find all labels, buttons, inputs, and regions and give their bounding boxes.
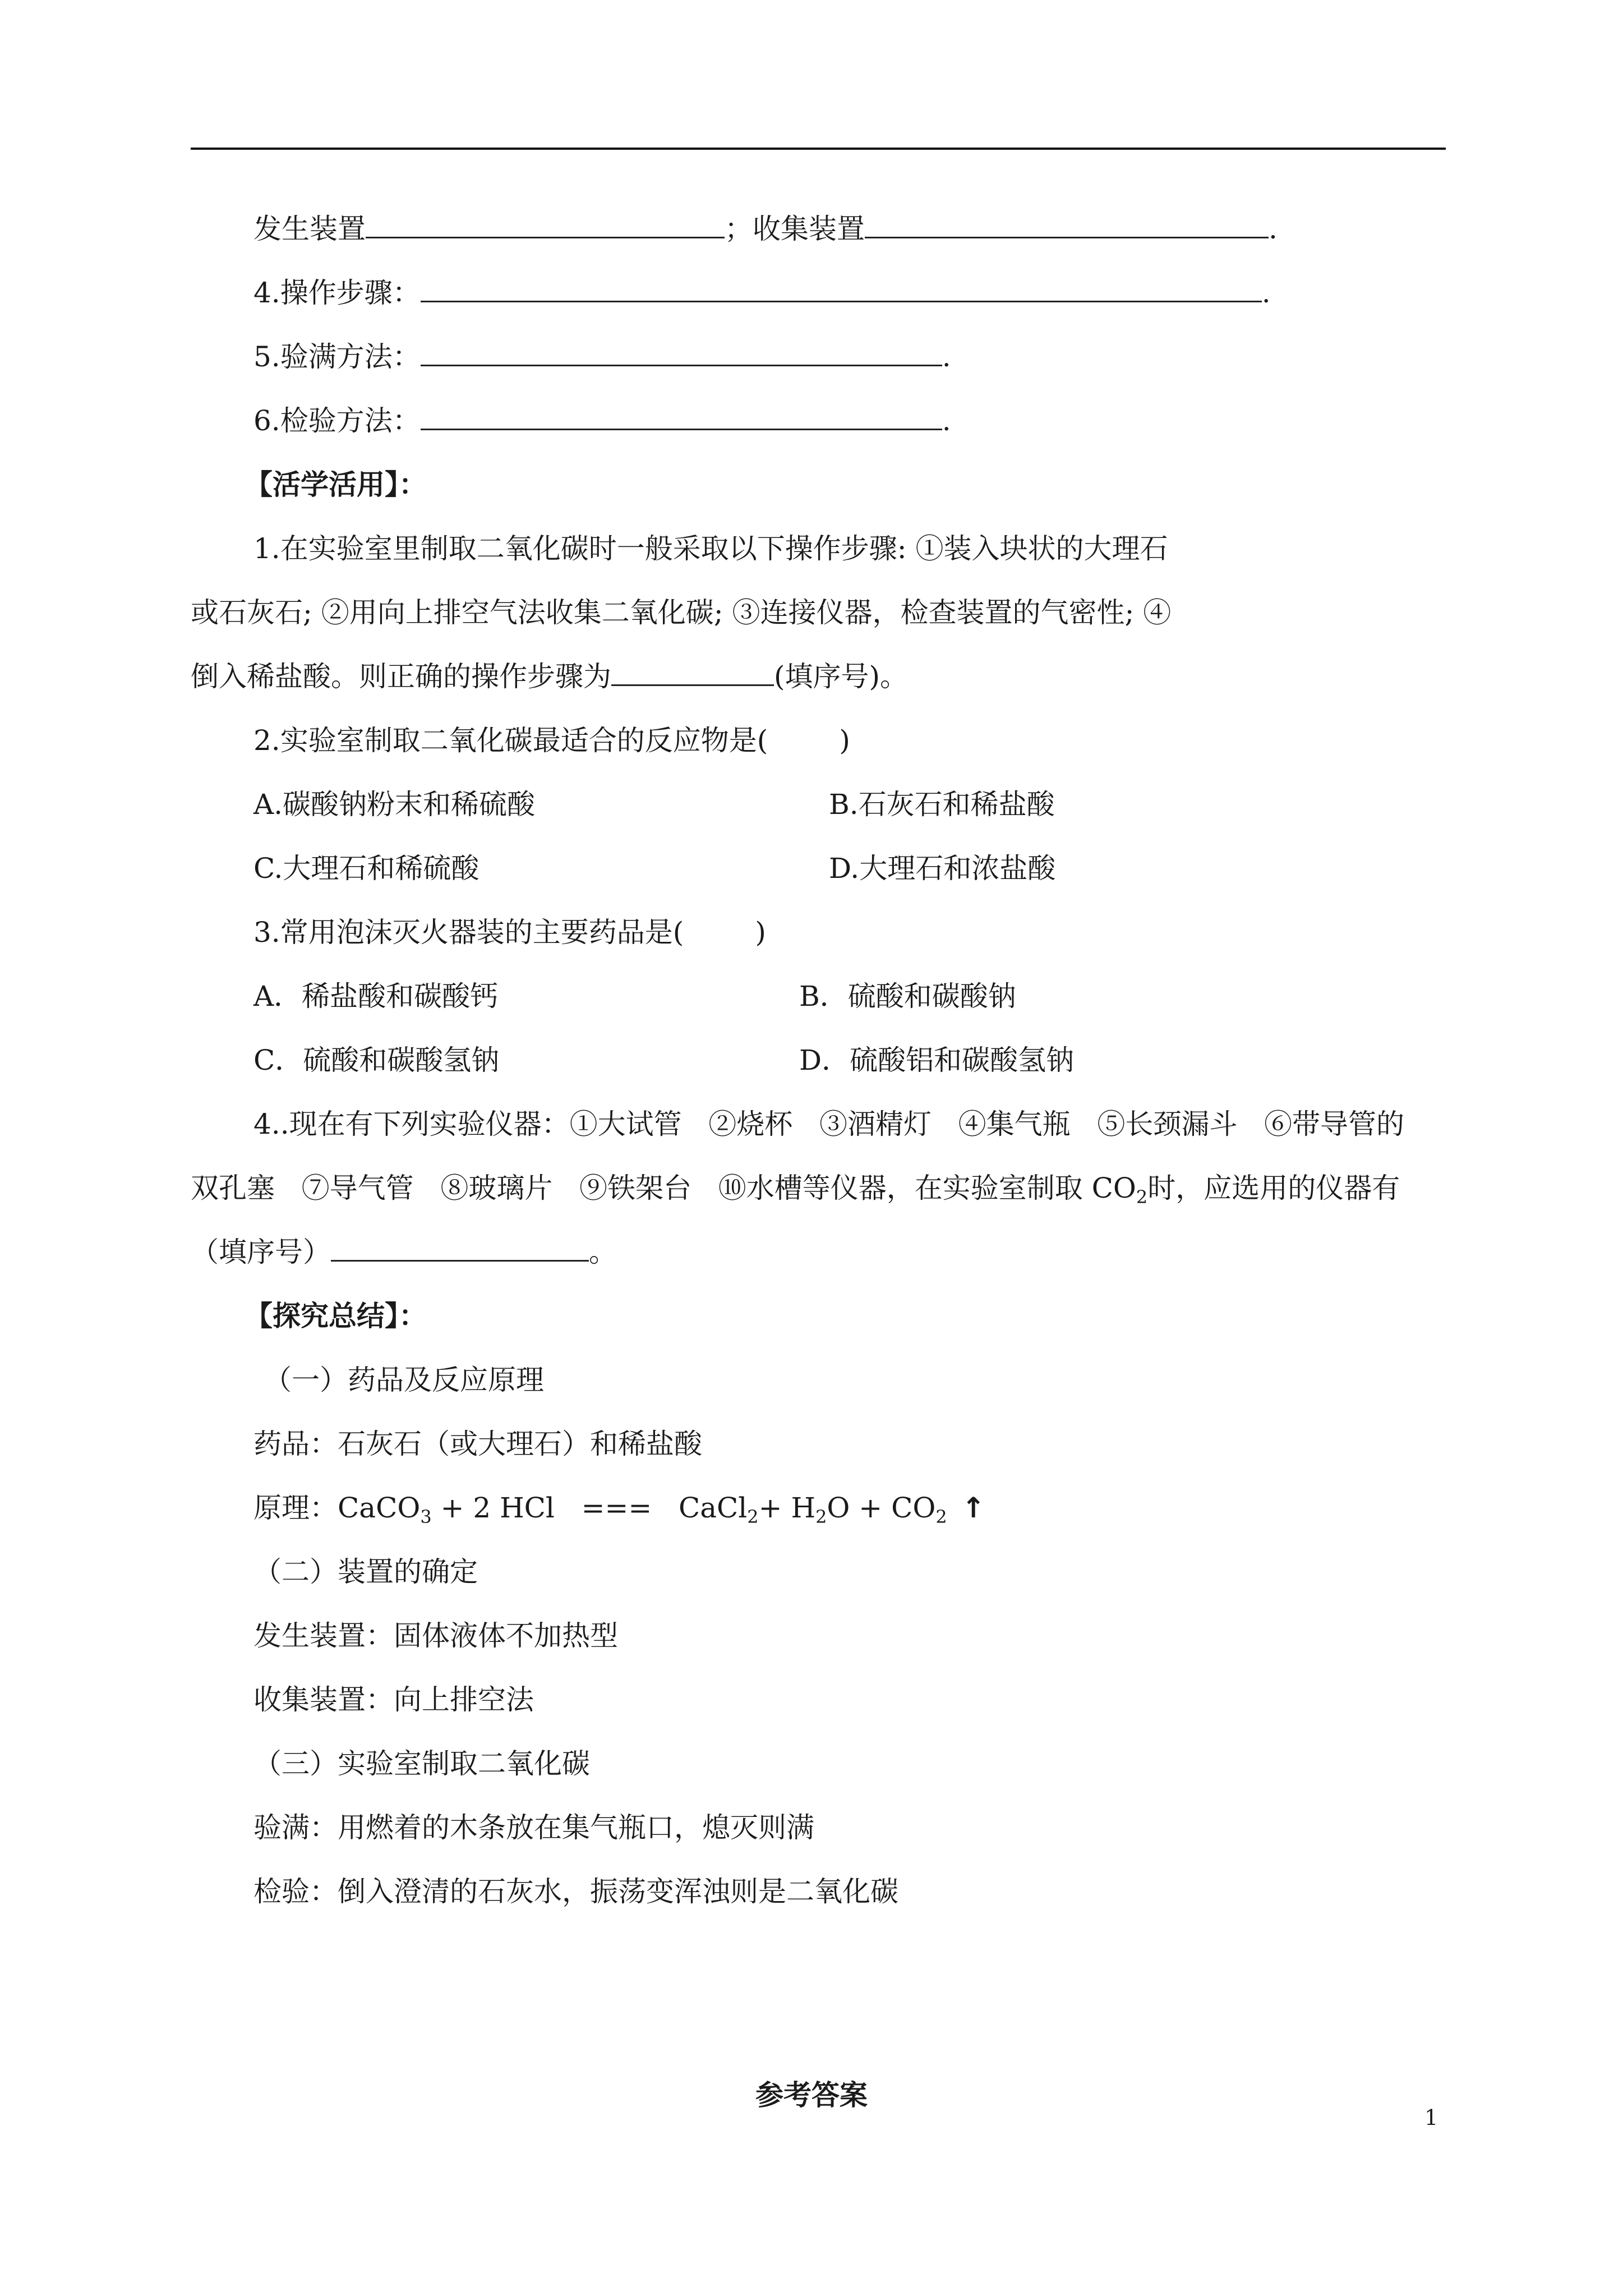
q3-question: 3.常用泡沫灭火器装的主要药品是( ) xyxy=(253,916,766,949)
q4-end: 。 xyxy=(589,1236,617,1268)
subscript: 3 xyxy=(420,1506,432,1527)
summary-section-3: （三）实验室制取二氧化碳 xyxy=(253,1747,590,1780)
end-dot: . xyxy=(1269,213,1278,245)
q4-text: 双孔塞 ⑦导气管 ⑧玻璃片 ⑨铁架台 ⑩水槽等仪器，在实验室制取 CO xyxy=(191,1172,1136,1204)
step4-blank[interactable] xyxy=(421,275,1262,302)
step6-line xyxy=(253,401,951,440)
step5-line xyxy=(253,337,951,376)
gas-up-arrow-icon: ↑ xyxy=(961,1492,985,1524)
separator: ； xyxy=(725,213,753,245)
end-dot: . xyxy=(1261,277,1271,309)
principle-text: + H xyxy=(758,1492,816,1524)
answer-title: 参考答案 xyxy=(755,2078,868,2111)
end-dot: . xyxy=(942,404,951,437)
generator-label: 发生装置 xyxy=(253,213,366,245)
q4-text-end: 时，应选用的仪器有 xyxy=(1147,1172,1400,1204)
q1-line1: 1.在实验室里制取二氧化碳时一般采取以下操作步骤: ①装入块状的大理石 xyxy=(253,532,1168,565)
summary-header: 【探究总结】： xyxy=(245,1299,427,1332)
subscript: 2 xyxy=(1136,1186,1148,1208)
q2-option-a: A.碳酸钠粉末和稀硫酸 xyxy=(253,788,536,821)
summary-test: 检验：倒入澄清的石灰水，振荡变浑浊则是二氧化碳 xyxy=(253,1875,898,1908)
step5-blank[interactable] xyxy=(421,339,942,366)
q1-line3 xyxy=(191,657,908,696)
q4-answer-blank[interactable] xyxy=(331,1234,589,1262)
q2-option-b: B.石灰石和稀盐酸 xyxy=(829,788,1055,821)
q4-line1: 4..现在有下列实验仪器：①大试管 ②烧杯 ③酒精灯 ④集气瓶 ⑤长颈漏斗 ⑥带导管的 xyxy=(253,1108,1405,1140)
q4-line2 xyxy=(191,1168,1400,1208)
q1-line2: 或石灰石; ②用向上排空气法收集二氧化碳; ③连接仪器，检查装置的气密性; ④ xyxy=(191,596,1172,629)
summary-collector: 收集装置：向上排空法 xyxy=(253,1683,534,1716)
step5-label: 5.验满方法： xyxy=(253,341,421,373)
q2-option-d: D.大理石和浓盐酸 xyxy=(829,852,1056,885)
subscript: 2 xyxy=(747,1506,759,1527)
q3-option-d: D．硫酸铝和碳酸氢钠 xyxy=(799,1044,1075,1076)
q1-fill-note: (填序号)。 xyxy=(774,660,909,693)
q3-option-c: C．硫酸和碳酸氢钠 xyxy=(253,1044,500,1076)
practice-header: 【活学活用】： xyxy=(245,468,427,501)
q1-text: 倒入稀盐酸。则正确的操作步骤为 xyxy=(191,660,611,693)
q4-line3 xyxy=(191,1232,617,1272)
header-rule xyxy=(191,148,1446,150)
q1-answer-blank[interactable] xyxy=(611,659,774,686)
collector-label: 收集装置 xyxy=(753,213,865,245)
summary-generator: 发生装置：固体液体不加热型 xyxy=(253,1619,618,1652)
principle-text: 原理：CaCO xyxy=(253,1492,421,1524)
q2-option-c: C.大理石和稀硫酸 xyxy=(253,852,479,885)
principle-text: O + CO xyxy=(827,1492,936,1524)
summary-full-check: 验满：用燃着的木条放在集气瓶口，熄灭则满 xyxy=(253,1811,814,1844)
step6-blank[interactable] xyxy=(421,403,942,430)
step6-label: 6.检验方法： xyxy=(253,404,421,437)
subscript: 2 xyxy=(935,1506,947,1527)
generator-blank[interactable] xyxy=(366,211,725,238)
q3-option-a: A．稀盐酸和碳酸钙 xyxy=(253,980,499,1013)
subscript: 2 xyxy=(815,1506,827,1527)
summary-principle xyxy=(253,1488,985,1527)
collector-blank[interactable] xyxy=(865,211,1269,238)
summary-section-1: （一）药品及反应原理 xyxy=(264,1364,544,1396)
q2-question: 2.实验室制取二氧化碳最适合的反应物是( ) xyxy=(253,724,850,757)
generator-collector-line xyxy=(253,209,1278,249)
summary-section-2: （二）装置的确定 xyxy=(253,1556,478,1588)
step4-line xyxy=(253,273,1271,312)
q4-fill-note: （填序号） xyxy=(191,1236,331,1268)
principle-text: + 2 HCl === CaCl xyxy=(431,1492,748,1524)
end-dot: . xyxy=(942,341,951,373)
summary-drug: 药品：石灰石（或大理石）和稀盐酸 xyxy=(253,1428,702,1460)
q3-option-b: B．硫酸和碳酸钠 xyxy=(799,980,1016,1013)
page-number: 1 xyxy=(1424,2105,1438,2130)
step4-label: 4.操作步骤： xyxy=(253,277,421,309)
